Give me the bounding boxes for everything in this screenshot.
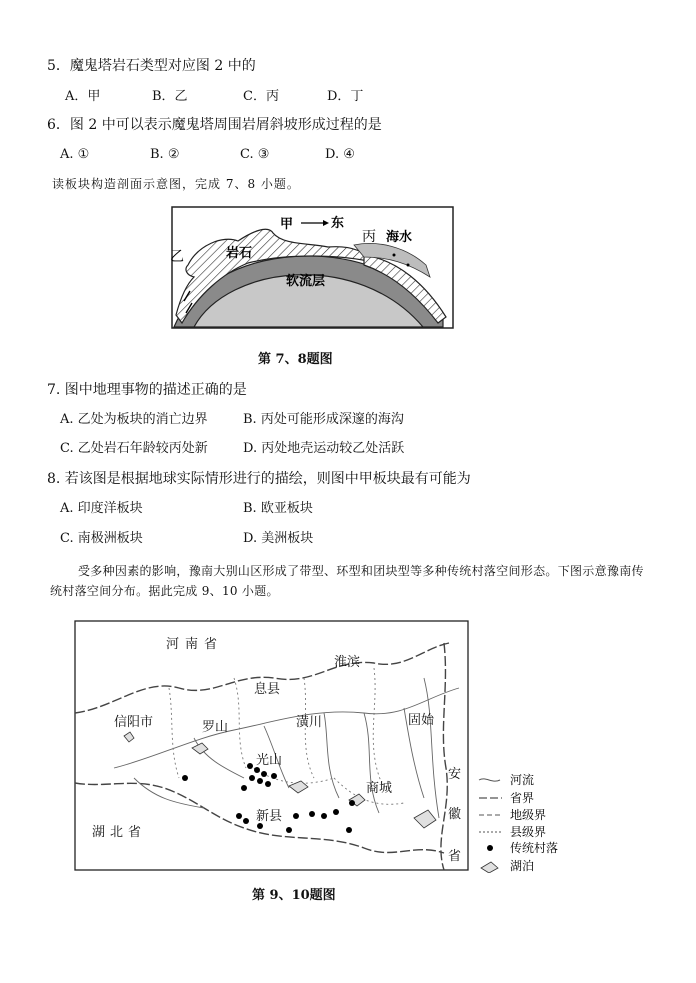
intro-7-8: 读板块构造剖面示意图，完成 7、8 小题。 [52,177,300,191]
label-huangchuan: 潢川 [296,715,323,730]
label-jia: 甲 [280,217,294,232]
label-ruanliuceng: 软流层 [286,274,326,289]
q5-option-d: D．丁 [327,89,364,104]
q6-option-c: C. ③ [240,147,270,162]
label-anhui-hui: 徽 [448,807,462,822]
q7-option-b: B. 丙处可能形成深邃的海沟 [243,412,404,427]
q7-stem: 7. 图中地理事物的描述正确的是 [47,382,247,398]
q7-option-a: A. 乙处为板块的消亡边界 [60,412,208,427]
q5-stem: 5．魔鬼塔岩石类型对应图 2 中的 [47,58,256,74]
q5-option-c: C．丙 [243,89,279,104]
q5-option-a: A．甲 [65,89,101,104]
q8-stem: 8. 若该图是根据地球实际情形进行的描绘，则图中甲板块最有可能为 [47,471,471,487]
q6-option-d: D. ④ [325,147,355,162]
q7-option-d: D. 丙处地壳运动较乙处活跃 [243,441,405,456]
q8-option-d: D. 美洲板块 [243,531,314,546]
label-huaibin: 淮滨 [334,655,361,670]
q5-option-b: B．乙 [152,89,188,104]
label-xinyang: 信阳市 [114,715,154,730]
label-luoshan: 罗山 [202,720,229,735]
legend-county: 县级界 [510,825,547,839]
plate-section-figure [168,205,458,330]
label-xixian: 息县 [254,682,281,697]
label-gushi: 固始 [408,713,435,728]
label-bing: 丙 [362,229,376,245]
legend-lake-symbol [481,862,498,873]
legend-village-symbol [487,845,493,851]
q7-option-c: C. 乙处岩石年龄较丙处新 [60,441,208,456]
label-yi: 乙 [170,249,184,265]
legend-lake: 湖泊 [510,859,535,873]
label-henan: 河南省 [166,637,224,652]
legend-village: 传统村落 [510,841,559,855]
q8-option-c: C. 南极洲板块 [60,531,143,546]
label-dong: 东 [331,216,345,231]
label-anhui-an: 安 [448,767,462,782]
legend-river-symbol [479,779,500,781]
figure1-caption: 第 7、8题图 [258,352,333,367]
label-hubei: 湖北省 [92,825,147,840]
legend-prefecture: 地级界 [510,808,547,822]
legend-province: 省界 [510,791,535,805]
label-yanshi: 岩石 [226,246,253,261]
map-legend [479,772,558,873]
label-haishui: 海水 [386,230,413,245]
intro-9-10: 受多种因素的影响，豫南大别山区形成了带型、环型和团块型等多种传统村落空间形态。下图示意豫南传统村落空间分布。据此完成 9、10 小题。 [50,564,644,598]
legend-river: 河流 [510,773,535,787]
village-map-figure [74,618,579,873]
label-shangcheng: 商城 [366,781,393,796]
label-xinxian: 新县 [256,809,283,824]
q8-option-b: B. 欧亚板块 [243,501,313,516]
q8-option-a: A. 印度洋板块 [60,501,143,516]
q6-stem: 6．图 2 中可以表示魔鬼塔周围岩屑斜坡形成过程的是 [47,117,382,133]
q6-option-a: A. ① [60,147,90,162]
figure2-caption: 第 9、10题图 [252,888,336,903]
label-guangshan: 光山 [256,753,283,768]
label-anhui-sheng: 省 [448,849,462,864]
q6-option-b: B. ② [150,147,180,162]
